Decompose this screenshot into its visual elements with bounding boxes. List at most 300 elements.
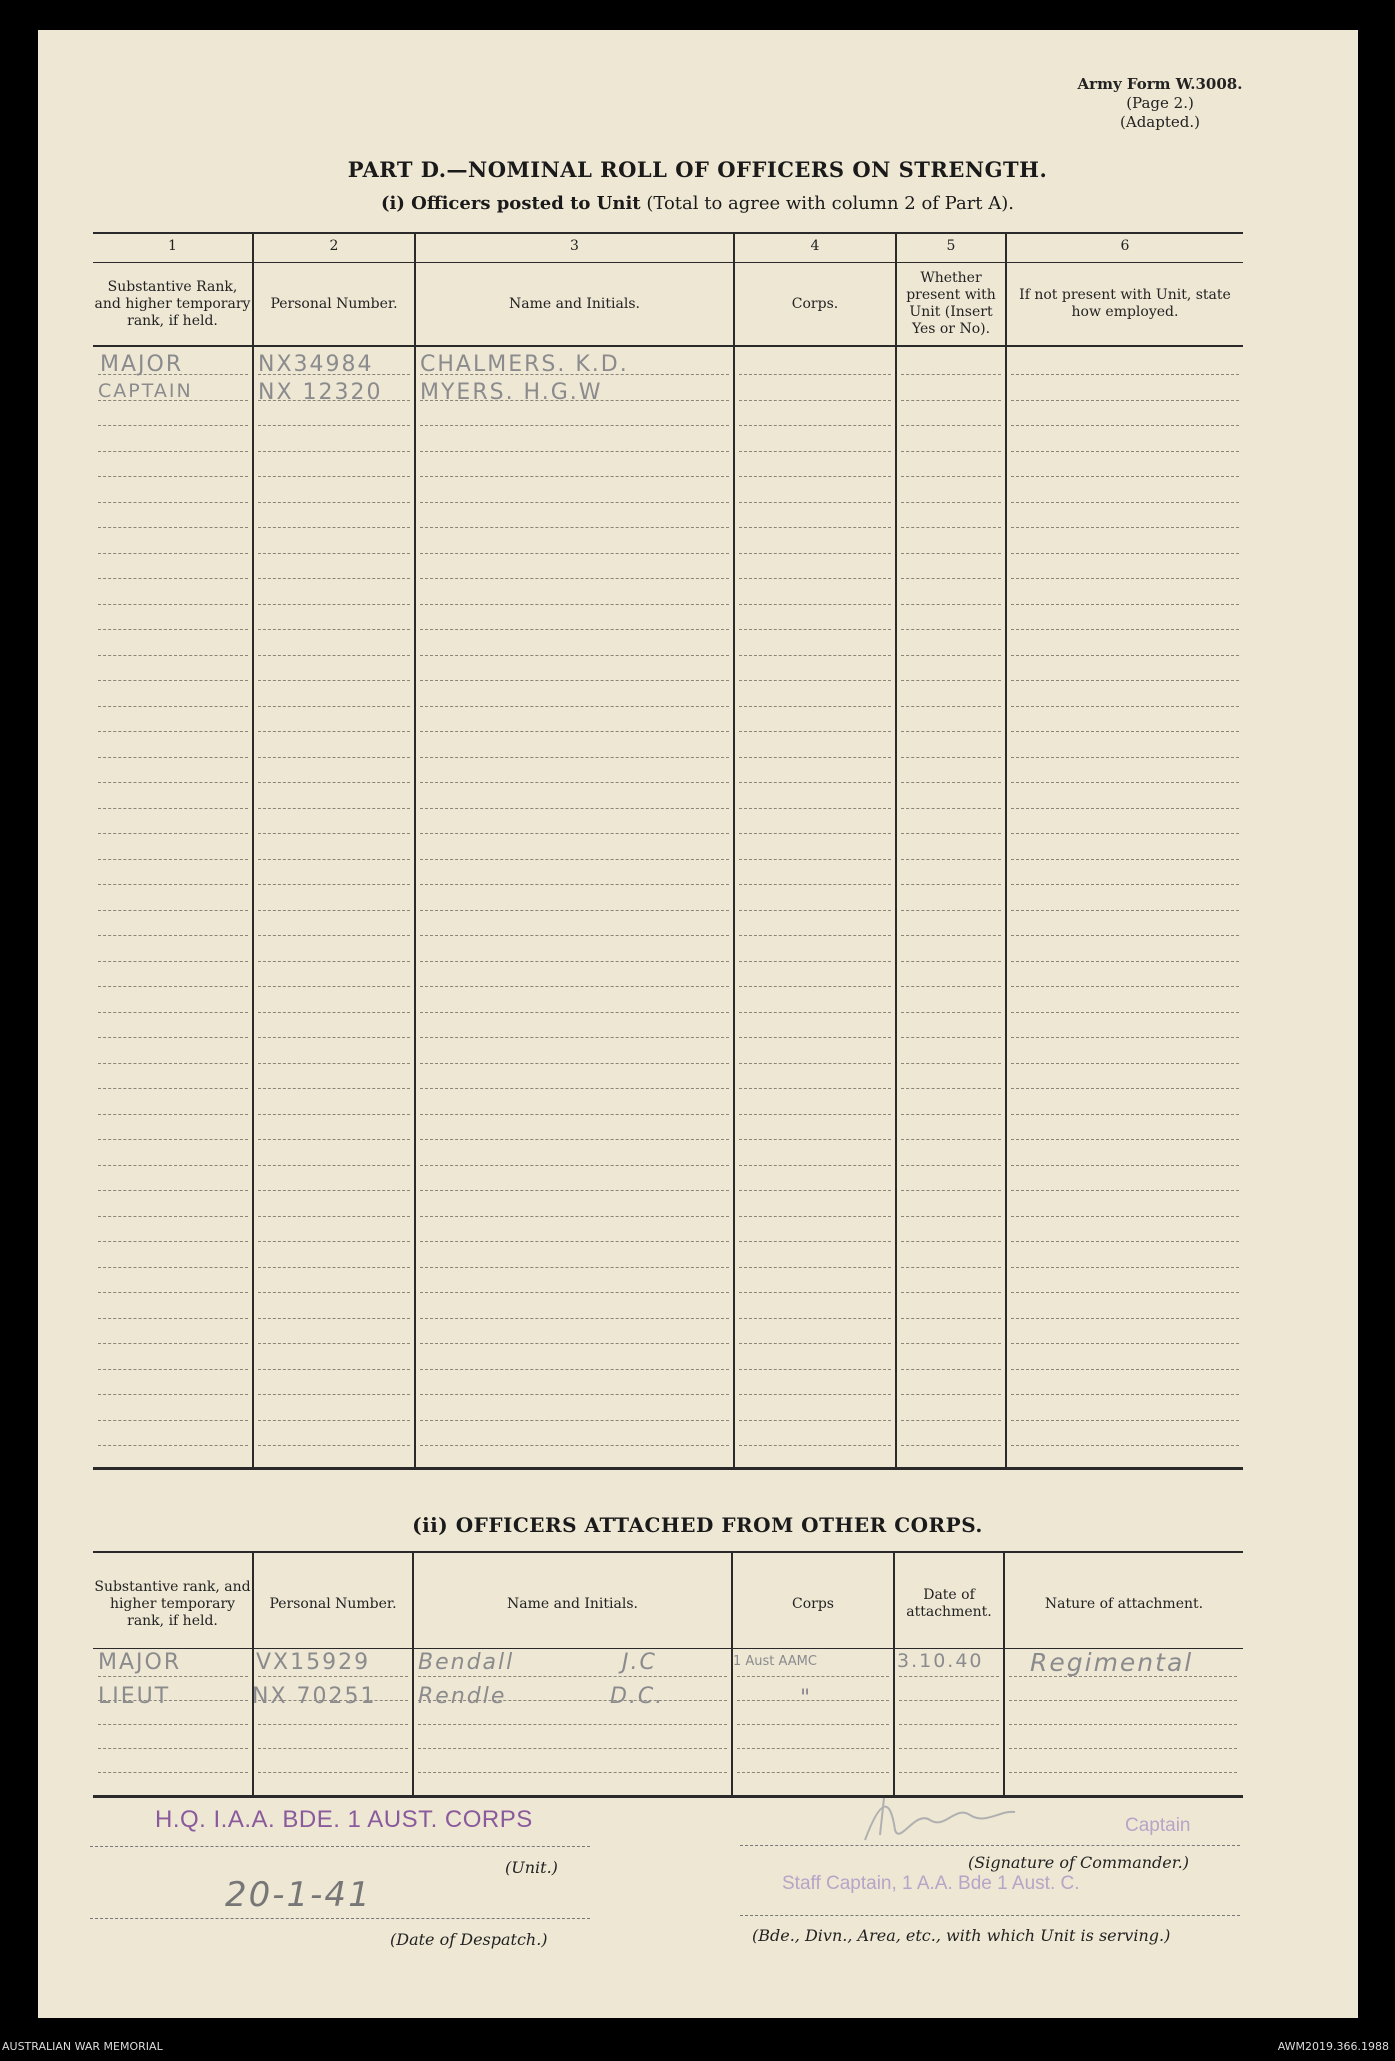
dotted-rule bbox=[739, 986, 891, 987]
dotted-rule bbox=[901, 1445, 1001, 1446]
dotted-rule bbox=[739, 680, 891, 681]
dotted-rule bbox=[901, 527, 1001, 528]
dotted-rule bbox=[420, 476, 729, 477]
dotted-rule bbox=[420, 553, 729, 554]
dotted-rule bbox=[739, 757, 891, 758]
dotted-rule bbox=[901, 1114, 1001, 1115]
dotted-rule bbox=[1011, 1394, 1239, 1395]
date-line bbox=[90, 1918, 590, 1919]
header2-nature: Nature of attachment. bbox=[1044, 1595, 1204, 1612]
att-row1-date: 3.10.40 bbox=[897, 1650, 984, 1672]
dotted-rule bbox=[739, 1114, 891, 1115]
dotted-rule bbox=[1011, 553, 1239, 554]
dotted-rule bbox=[901, 859, 1001, 860]
dotted-rule bbox=[98, 808, 248, 809]
header-corps: Corps. bbox=[791, 295, 839, 312]
dotted-rule bbox=[901, 680, 1001, 681]
header-name: Name and Initials. bbox=[509, 295, 640, 312]
dotted-rule bbox=[258, 1165, 410, 1166]
dotted-rule bbox=[739, 425, 891, 426]
dotted-rule bbox=[739, 1063, 891, 1064]
dotted-rule bbox=[901, 986, 1001, 987]
dotted-rule bbox=[420, 1114, 729, 1115]
dotted-rule bbox=[739, 553, 891, 554]
header2-date: Date of attachment. bbox=[906, 1587, 992, 1620]
dotted-rule bbox=[258, 986, 410, 987]
dotted-rule bbox=[1011, 808, 1239, 809]
form-page-number: (Page 2.) bbox=[1126, 94, 1194, 112]
dotted-rule bbox=[739, 655, 891, 656]
dotted-rule bbox=[739, 1318, 891, 1319]
dotted-rule bbox=[901, 1369, 1001, 1370]
dotted-rule bbox=[1011, 400, 1239, 401]
dotted-rule bbox=[258, 553, 410, 554]
dotted-rule bbox=[98, 502, 248, 503]
dotted-rule bbox=[1011, 1063, 1239, 1064]
dotted-rule bbox=[420, 451, 729, 452]
dotted-rule bbox=[901, 1165, 1001, 1166]
dotted-rule bbox=[258, 1772, 408, 1773]
section2-heading: (ii) OFFICERS ATTACHED FROM OTHER CORPS. bbox=[412, 1513, 983, 1537]
dotted-rule bbox=[739, 578, 891, 579]
dotted-rule bbox=[420, 1394, 729, 1395]
dotted-rule bbox=[98, 655, 248, 656]
dotted-rule bbox=[899, 1724, 999, 1725]
dotted-rule bbox=[258, 502, 410, 503]
dotted-rule bbox=[420, 604, 729, 605]
dotted-rule bbox=[1011, 1139, 1239, 1140]
dotted-rule bbox=[901, 910, 1001, 911]
signature-label: (Signature of Commander.) bbox=[968, 1853, 1189, 1872]
dotted-rule bbox=[901, 1012, 1001, 1013]
dotted-rule bbox=[901, 808, 1001, 809]
dotted-rule bbox=[420, 884, 729, 885]
row1-name: CHALMERS. K.D. bbox=[420, 352, 629, 377]
dotted-rule bbox=[420, 578, 729, 579]
dotted-rule bbox=[258, 1394, 410, 1395]
dotted-rule bbox=[901, 731, 1001, 732]
credit-left: AUSTRALIAN WAR MEMORIAL bbox=[2, 2040, 163, 2053]
dotted-rule bbox=[258, 604, 410, 605]
dotted-rule bbox=[739, 706, 891, 707]
dotted-rule bbox=[98, 1241, 248, 1242]
dotted-rule bbox=[420, 859, 729, 860]
dotted-rule bbox=[258, 1139, 410, 1140]
att-row2-corps: " bbox=[800, 1686, 813, 1711]
dotted-rule bbox=[1009, 1724, 1237, 1725]
dotted-rule bbox=[420, 1343, 729, 1344]
dotted-rule bbox=[258, 578, 410, 579]
dotted-rule bbox=[420, 1241, 729, 1242]
dotted-rule bbox=[98, 451, 248, 452]
att-row2-initials: D.C. bbox=[610, 1684, 665, 1709]
dotted-rule bbox=[739, 961, 891, 962]
dotted-rule bbox=[901, 757, 1001, 758]
dotted-rule bbox=[420, 757, 729, 758]
dotted-rule bbox=[98, 1012, 248, 1013]
dotted-rule bbox=[739, 451, 891, 452]
dotted-rule bbox=[258, 1114, 410, 1115]
dotted-rule bbox=[420, 502, 729, 503]
dotted-rule bbox=[98, 1772, 248, 1773]
dotted-rule bbox=[901, 476, 1001, 477]
dotted-rule bbox=[739, 782, 891, 783]
dotted-rule bbox=[258, 451, 410, 452]
dotted-rule bbox=[739, 884, 891, 885]
row1-number: NX34984 bbox=[258, 352, 374, 377]
unit-label: (Unit.) bbox=[505, 1858, 558, 1877]
dotted-rule bbox=[420, 910, 729, 911]
dotted-rule bbox=[98, 1088, 248, 1089]
dotted-rule bbox=[420, 1088, 729, 1089]
dotted-rule bbox=[420, 1037, 729, 1038]
dotted-rule bbox=[258, 782, 410, 783]
header2-name: Name and Initials. bbox=[507, 1595, 638, 1612]
dotted-rule bbox=[98, 1420, 248, 1421]
dotted-rule bbox=[258, 1318, 410, 1319]
dotted-rule bbox=[420, 782, 729, 783]
dotted-rule bbox=[258, 884, 410, 885]
dotted-rule bbox=[899, 1700, 999, 1701]
dotted-rule bbox=[258, 1190, 410, 1191]
dotted-rule bbox=[420, 808, 729, 809]
dotted-rule bbox=[258, 425, 410, 426]
dotted-rule bbox=[258, 1343, 410, 1344]
dotted-rule bbox=[98, 1676, 248, 1677]
dotted-rule bbox=[258, 833, 410, 834]
att-row1-number: VX15929 bbox=[256, 1650, 371, 1675]
dotted-rule bbox=[420, 1165, 729, 1166]
dotted-rule bbox=[1011, 833, 1239, 834]
dotted-rule bbox=[737, 1700, 889, 1701]
dotted-rule bbox=[901, 553, 1001, 554]
dotted-rule bbox=[420, 1190, 729, 1191]
dotted-rule bbox=[98, 1190, 248, 1191]
serving-line bbox=[740, 1915, 1240, 1916]
dotted-rule bbox=[1011, 1216, 1239, 1217]
att-row2-number: NX 70251 bbox=[252, 1684, 377, 1709]
dotted-rule bbox=[420, 1267, 729, 1268]
dotted-rule bbox=[258, 910, 410, 911]
att-row2-rank: LIEUT bbox=[98, 1684, 171, 1709]
dotted-rule bbox=[739, 1369, 891, 1370]
dotted-rule bbox=[258, 629, 410, 630]
dotted-rule bbox=[739, 374, 891, 375]
dotted-rule bbox=[1011, 731, 1239, 732]
dotted-rule bbox=[739, 833, 891, 834]
dotted-rule bbox=[98, 425, 248, 426]
dotted-rule bbox=[1009, 1748, 1237, 1749]
dotted-rule bbox=[899, 1748, 999, 1749]
dotted-rule bbox=[1011, 935, 1239, 936]
dotted-rule bbox=[739, 1139, 891, 1140]
dotted-rule bbox=[901, 884, 1001, 885]
dotted-rule bbox=[98, 1748, 248, 1749]
dotted-rule bbox=[258, 1063, 410, 1064]
row1-rank: MAJOR bbox=[100, 352, 184, 377]
dotted-rule bbox=[420, 1292, 729, 1293]
dotted-rule bbox=[901, 578, 1001, 579]
dotted-rule bbox=[739, 527, 891, 528]
dotted-rule bbox=[737, 1748, 889, 1749]
dotted-rule bbox=[739, 731, 891, 732]
dotted-rule bbox=[739, 1343, 891, 1344]
dotted-rule bbox=[98, 1369, 248, 1370]
dotted-rule bbox=[98, 553, 248, 554]
dotted-rule bbox=[1011, 502, 1239, 503]
dotted-rule bbox=[1009, 1772, 1237, 1773]
dotted-rule bbox=[420, 935, 729, 936]
dotted-rule bbox=[420, 1369, 729, 1370]
dotted-rule bbox=[1011, 1267, 1239, 1268]
col-number: 2 bbox=[329, 238, 339, 254]
header2-rank: Substantive rank, and higher temporary rank, if held. bbox=[94, 1578, 251, 1629]
dotted-rule bbox=[258, 1241, 410, 1242]
dotted-rule bbox=[1011, 859, 1239, 860]
att-row1-name: Bendall bbox=[418, 1650, 515, 1675]
dotted-rule bbox=[739, 1241, 891, 1242]
dotted-rule bbox=[1011, 782, 1239, 783]
dotted-rule bbox=[739, 1292, 891, 1293]
dotted-rule bbox=[98, 1343, 248, 1344]
dotted-rule bbox=[739, 859, 891, 860]
dotted-rule bbox=[739, 1420, 891, 1421]
dotted-rule bbox=[258, 1292, 410, 1293]
dotted-rule bbox=[258, 706, 410, 707]
unit-line bbox=[90, 1846, 590, 1847]
dotted-rule bbox=[1011, 1292, 1239, 1293]
dotted-rule bbox=[1011, 1165, 1239, 1166]
col-number: 3 bbox=[570, 238, 579, 254]
dotted-rule bbox=[98, 680, 248, 681]
dotted-rule bbox=[739, 476, 891, 477]
dotted-rule bbox=[420, 1012, 729, 1013]
dotted-rule bbox=[258, 680, 410, 681]
dotted-rule bbox=[1011, 680, 1239, 681]
dotted-rule bbox=[258, 1724, 408, 1725]
dotted-rule bbox=[258, 1420, 410, 1421]
col-number: 1 bbox=[168, 238, 177, 254]
dotted-rule bbox=[98, 1063, 248, 1064]
dotted-rule bbox=[1011, 1445, 1239, 1446]
dotted-rule bbox=[1011, 884, 1239, 885]
dotted-rule bbox=[98, 731, 248, 732]
dotted-rule bbox=[901, 374, 1001, 375]
dotted-rule bbox=[899, 1772, 999, 1773]
form-number: Army Form W.3008. bbox=[1077, 75, 1243, 93]
dotted-rule bbox=[901, 1037, 1001, 1038]
dotted-rule bbox=[258, 1676, 408, 1677]
col-number: 4 bbox=[810, 238, 820, 254]
dotted-rule bbox=[901, 1063, 1001, 1064]
dotted-rule bbox=[901, 1394, 1001, 1395]
dotted-rule bbox=[420, 527, 729, 528]
date-label: (Date of Despatch.) bbox=[390, 1930, 548, 1949]
dotted-rule bbox=[258, 1088, 410, 1089]
dotted-rule bbox=[98, 757, 248, 758]
dotted-rule bbox=[901, 1343, 1001, 1344]
dotted-rule bbox=[739, 1037, 891, 1038]
dotted-rule bbox=[98, 1318, 248, 1319]
dotted-rule bbox=[98, 1114, 248, 1115]
dotted-rule bbox=[98, 706, 248, 707]
dotted-rule bbox=[1011, 578, 1239, 579]
dotted-rule bbox=[739, 1216, 891, 1217]
dotted-rule bbox=[420, 731, 729, 732]
att-row1-initials: J.C bbox=[622, 1650, 657, 1675]
section1-heading: (i) Officers posted to Unit (Total to agree with column 2 of Part A). bbox=[381, 193, 1014, 214]
dotted-rule bbox=[1011, 425, 1239, 426]
dotted-rule bbox=[739, 604, 891, 605]
dotted-rule bbox=[98, 1267, 248, 1268]
dotted-rule bbox=[901, 1241, 1001, 1242]
dotted-rule bbox=[1011, 1369, 1239, 1370]
commander-signature bbox=[860, 1790, 1020, 1850]
page-title: PART D.—NOMINAL ROLL OF OFFICERS ON STRENGTH. bbox=[347, 157, 1048, 182]
dotted-rule bbox=[899, 1676, 999, 1677]
dotted-rule bbox=[98, 578, 248, 579]
header2-corps: Corps bbox=[792, 1595, 834, 1612]
dotted-rule bbox=[1011, 910, 1239, 911]
dotted-rule bbox=[1011, 1241, 1239, 1242]
dotted-rule bbox=[418, 1772, 727, 1773]
dotted-rule bbox=[737, 1724, 889, 1725]
dotted-rule bbox=[737, 1676, 889, 1677]
dotted-rule bbox=[98, 1292, 248, 1293]
dotted-rule bbox=[98, 527, 248, 528]
signature-line bbox=[740, 1845, 1240, 1846]
dotted-rule bbox=[258, 1369, 410, 1370]
dotted-rule bbox=[258, 859, 410, 860]
captain-stamp: Captain bbox=[1125, 1815, 1191, 1836]
dotted-rule bbox=[98, 910, 248, 911]
dotted-rule bbox=[420, 986, 729, 987]
dotted-rule bbox=[1011, 604, 1239, 605]
dotted-rule bbox=[98, 1216, 248, 1217]
dotted-rule bbox=[1011, 629, 1239, 630]
dotted-rule bbox=[98, 884, 248, 885]
despatch-date: 20-1-41 bbox=[225, 1875, 372, 1915]
dotted-rule bbox=[258, 1216, 410, 1217]
dotted-rule bbox=[420, 425, 729, 426]
dotted-rule bbox=[1011, 706, 1239, 707]
dotted-rule bbox=[258, 757, 410, 758]
dotted-rule bbox=[739, 1445, 891, 1446]
dotted-rule bbox=[258, 1267, 410, 1268]
dotted-rule bbox=[418, 1724, 727, 1725]
dotted-rule bbox=[739, 502, 891, 503]
dotted-rule bbox=[901, 1292, 1001, 1293]
dotted-rule bbox=[420, 629, 729, 630]
dotted-rule bbox=[1009, 1700, 1237, 1701]
att-row1-corps: 1 Aust AAMC bbox=[733, 1654, 817, 1669]
dotted-rule bbox=[420, 1420, 729, 1421]
dotted-rule bbox=[1011, 655, 1239, 656]
dotted-rule bbox=[1011, 1114, 1239, 1115]
dotted-rule bbox=[98, 629, 248, 630]
dotted-rule bbox=[739, 1190, 891, 1191]
dotted-rule bbox=[258, 961, 410, 962]
dotted-rule bbox=[98, 476, 248, 477]
dotted-rule bbox=[901, 451, 1001, 452]
dotted-rule bbox=[1011, 961, 1239, 962]
header-employment: If not present with Unit, state how employed. bbox=[1019, 287, 1231, 320]
dotted-rule bbox=[258, 1445, 410, 1446]
dotted-rule bbox=[901, 935, 1001, 936]
row2-name: MYERS. H.G.W bbox=[420, 380, 603, 405]
row2-rank: CAPTAIN bbox=[98, 380, 193, 402]
dotted-rule bbox=[420, 833, 729, 834]
row2-number: NX 12320 bbox=[258, 380, 383, 405]
dotted-rule bbox=[258, 1012, 410, 1013]
att-row2-name: Rendle bbox=[418, 1684, 507, 1709]
dotted-rule bbox=[901, 833, 1001, 834]
dotted-rule bbox=[1011, 1088, 1239, 1089]
dotted-rule bbox=[258, 527, 410, 528]
form-reference bbox=[1060, 75, 1260, 132]
dotted-rule bbox=[1011, 476, 1239, 477]
dotted-rule bbox=[98, 986, 248, 987]
dotted-rule bbox=[901, 782, 1001, 783]
dotted-rule bbox=[901, 629, 1001, 630]
dotted-rule bbox=[420, 1063, 729, 1064]
dotted-rule bbox=[739, 910, 891, 911]
dotted-rule bbox=[98, 935, 248, 936]
dotted-rule bbox=[1011, 451, 1239, 452]
dotted-rule bbox=[901, 425, 1001, 426]
dotted-rule bbox=[901, 1420, 1001, 1421]
col-number: 6 bbox=[1120, 238, 1130, 254]
dotted-rule bbox=[98, 961, 248, 962]
dotted-rule bbox=[420, 1445, 729, 1446]
dotted-rule bbox=[1011, 1343, 1239, 1344]
dotted-rule bbox=[98, 859, 248, 860]
col-number: 5 bbox=[946, 238, 956, 254]
dotted-rule bbox=[901, 1267, 1001, 1268]
dotted-rule bbox=[1011, 1420, 1239, 1421]
dotted-rule bbox=[1011, 1318, 1239, 1319]
dotted-rule bbox=[420, 1139, 729, 1140]
dotted-rule bbox=[901, 961, 1001, 962]
dotted-rule bbox=[98, 833, 248, 834]
dotted-rule bbox=[1011, 1037, 1239, 1038]
dotted-rule bbox=[98, 1394, 248, 1395]
dotted-rule bbox=[258, 731, 410, 732]
dotted-rule bbox=[420, 706, 729, 707]
att-row1-rank: MAJOR bbox=[98, 1650, 182, 1675]
dotted-rule bbox=[901, 1088, 1001, 1089]
dotted-rule bbox=[418, 1748, 727, 1749]
dotted-rule bbox=[258, 935, 410, 936]
dotted-rule bbox=[1011, 757, 1239, 758]
dotted-rule bbox=[739, 935, 891, 936]
dotted-rule bbox=[901, 604, 1001, 605]
dotted-rule bbox=[739, 1394, 891, 1395]
dotted-rule bbox=[901, 1190, 1001, 1191]
credit-right: AWM2019.366.1988 bbox=[1277, 2040, 1389, 2053]
header-present: Whether present with Unit (Insert Yes or No). bbox=[906, 270, 996, 337]
dotted-rule bbox=[258, 476, 410, 477]
dotted-rule bbox=[739, 1267, 891, 1268]
dotted-rule bbox=[1011, 374, 1239, 375]
dotted-rule bbox=[739, 1088, 891, 1089]
dotted-rule bbox=[258, 808, 410, 809]
dotted-rule bbox=[901, 502, 1001, 503]
header2-personal-number: Personal Number. bbox=[269, 1595, 397, 1612]
dotted-rule bbox=[901, 655, 1001, 656]
serving-label: (Bde., Divn., Area, etc., with which Unit is serving.) bbox=[752, 1926, 1171, 1945]
dotted-rule bbox=[98, 604, 248, 605]
